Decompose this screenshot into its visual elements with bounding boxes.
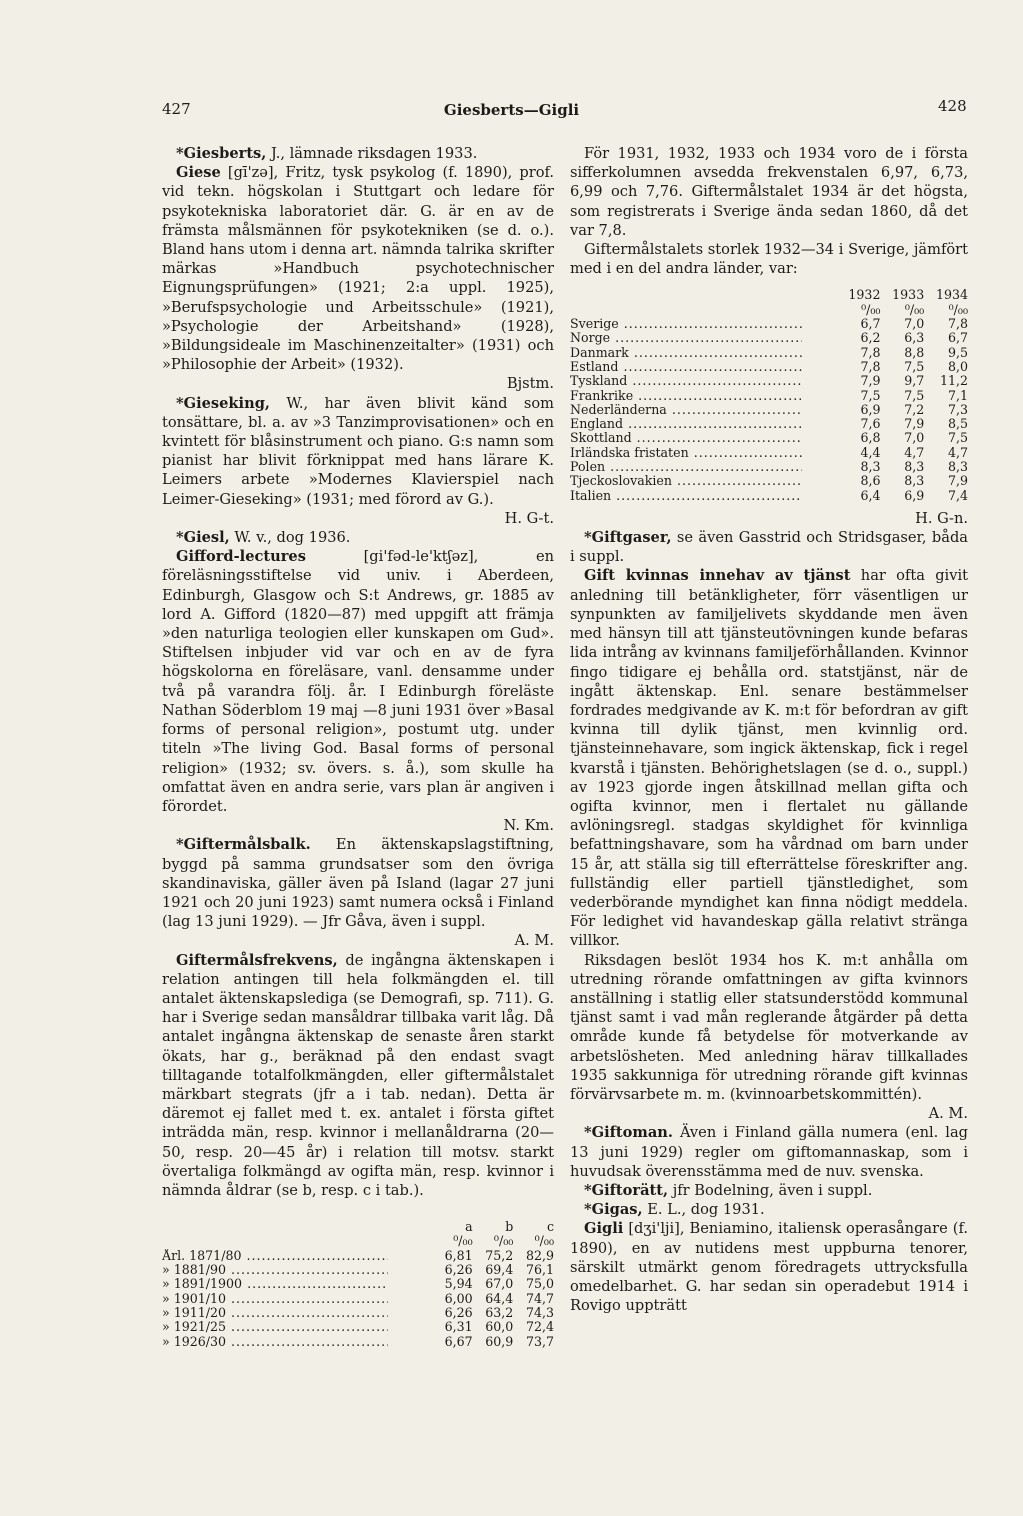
table-cell: 7,8 [947,316,968,332]
row-label-text: Sverige [570,317,619,332]
row-label [162,1306,432,1320]
table-cell: 8,3 [860,458,881,474]
entry-headword: Gigli [584,1220,624,1238]
row-label [570,489,837,503]
entry-headword: *Giftorätt, [584,1181,669,1199]
entry-text: Även i Finland gälla numera (enl. lag 13 juni 1929) regler om giftomannaskap, som i huvudsak överensstämma med de nuv. svenska. [570,1124,968,1180]
table-header-row [570,288,968,302]
entry-text: J., lämnade riksdagen 1933. [266,145,478,162]
table-cell: 7,2 [904,401,925,417]
entry-signature: A. M. [928,1105,968,1123]
row-label [570,431,837,445]
entry-text: har ofta givit anledning till betänkligheter, förr väsentligen ur synpunkten av familjelivets skyddande men även med hänsyn till att tjänsteutövningen kunde befaras lida intrång av kvinnans familjeförhållanden. Kvinnor fingo tidigare ej behålla ord. statstjänst, när de ingått äktenskap. Enl. senare bestämmelser fordrades medgivande av K. m:t för befordran av gift kvinna till dylik tjänst, men kvinnlig ord. tjänsteinnehavare, som ingick äktenskap, fick i regel kvarstå i tjänsten. Behörighetslagen (se d. o., suppl.) av 1923 gjorde ingen åtskillnad mellan gifta och ogifta kvinnor, men i flertalet nu gällande avlöningsregl. stadgas skyldighet för kvinnliga befattningshavare, som ha vårdnad om barn under 15 år, att ställa sig till efterrättelse föreskrifter ang. fullständig eller partiell tjänstledighet, som vederbörande myndighet kan finna nödigt meddela. För ledighet vid havandeskap gälla relativt stränga villkor. [570,567,968,950]
table-unit-cell: ⁰/₀₀ [493,1233,514,1249]
row-label-text: » 1921/25 [162,1320,227,1335]
table-header-cell: a [465,1219,473,1235]
row-label-text: Frankrike [570,388,634,403]
leader-dots [226,1306,388,1320]
leader-dots [623,417,802,431]
entry-text: de ingångna äktenskapen i relation antingen till hela folkmängden el. till antalet äktenskapslediga (se Demografi, sp. 711). G. har i Sverige sedan mansåldrar tillbaka varit låg. Då antalet ingångna äktenskap de senaste åren starkt ökats, har g., beräknad på den endast svagt tilltagande totalfolkmängden, eller giftermålstalet märkbart stegrats (jfr a i tab. nedan). Detta är däremot ej fallet med t. ex. antalet i första giftet inträdda män, resp. kvinnor i mellanåldrarna (20—50, resp. 20—45 år) i relation till motsv. starkt övertaliga folkmängd av ogifta män, resp. kvinnor i nämnda åldrar (se b, resp. c i tab.). [162,951,554,1199]
table-row [162,1292,554,1306]
row-label [162,1263,432,1277]
table-row [570,474,968,488]
table-cell: 7,0 [904,316,925,332]
table-cell: 6,7 [947,330,968,346]
table-cell: 82,9 [525,1247,554,1263]
entry-headword: *Gieseking, [176,394,270,412]
table-row [570,360,968,374]
entry-text: [gī'zə], Fritz, tysk psykolog (f. 1890), prof. vid tekn. högskolan i Stuttgart och ledare för psykotekniska laboratoriet där. G. är en av de främsta målsmännen för psykotekniken (se d. o.). Bland hans utom i denna art. nämnda talrika skrifter märkas »Handbuch psychotechnischer Eignungsprüfungen» (1921; 2:a uppl. 1925), »Berufspsychologie und Arbeitsschule» (1921), »Psychologie der Arbeitshand» (1928), »Bildungsideale im Maschinenzeitalter» (1931) och »Philosophie der Arbeit» (1932). [162,164,554,374]
leader-dots [611,489,802,503]
row-label-text: Nederländerna [570,402,667,417]
entry-giesberts [162,144,554,163]
row-label-text: » 1881/90 [162,1263,227,1278]
table-cell: 63,2 [485,1304,514,1320]
entry-headword: Gift kvinnas innehav av tjänst [584,567,851,585]
row-label [570,446,837,460]
paragraph: Giftermålstalets storlek 1932—34 i Sverige, jämfört med i en del andra länder, var: [570,241,968,278]
table-cell: 8,3 [947,458,968,474]
row-label-text: Danmark [570,345,629,360]
table-header-cell: c [546,1219,554,1235]
leader-dots [605,460,802,474]
row-label [570,403,837,417]
table-cell: 9,7 [904,373,925,389]
table-cell: 7,5 [947,430,968,446]
table-cell: 4,4 [860,444,881,460]
table-cell: 6,7 [860,316,881,332]
leader-dots [689,446,802,460]
entry-giftgaser [570,528,968,566]
table-cell: 7,9 [904,416,925,432]
row-label [570,389,837,403]
entry-text: W., har även blivit känd som tonsättare, bl. a. av »3 Tanzimprovisationen» och en kvintett för blåsinstrument och piano. G:s namn som pianist har blivit förknippat med hans lärare K. Leimers arbete »Modernes Klavierspiel nach Leimer-Gieseking» (1931; med förord av G.). [162,394,554,508]
table-unit-cell: ⁰/₀₀ [861,301,881,317]
entry-gift-kvinnas-innehav [570,566,968,950]
row-label-text: » 1911/20 [162,1305,227,1320]
table-cell: 7,5 [904,358,925,374]
table-cell: 67,0 [485,1276,514,1292]
table-cell: 6,9 [860,401,881,417]
row-label [570,460,837,474]
table-cell: 8,6 [860,473,881,489]
table-row [570,403,968,417]
row-label [162,1320,432,1334]
entry-gigli [570,1219,968,1315]
table-header-blank [162,1234,432,1248]
table-row [570,446,968,460]
table-cell: 7,9 [860,373,881,389]
entry-gieseking [162,394,554,509]
table-cell: 8,3 [904,458,925,474]
entry-signature: H. G-n. [915,509,968,527]
entry-headword: *Giftoman. [584,1124,673,1142]
table-cell: 11,2 [939,373,968,389]
table-cell: 6,81 [444,1247,473,1263]
table-row [162,1263,554,1277]
table-cell: 75,2 [485,1247,514,1263]
table-cell: 7,6 [860,416,881,432]
entry-text: jfr Bodelning, även i suppl. [668,1181,873,1199]
table-row [162,1335,554,1349]
paragraph: För 1931, 1932, 1933 och 1934 voro de i första sifferkolumnen avsedda frekvenstalen 6,97, 6,73, 6,99 och 7,76. Giftermålstalet 1934 är det högsta, som registrerats i Sverige ända sedan 1860, då det var 7,8. [570,145,968,239]
entry-gigas [570,1200,968,1219]
table-body [162,1249,554,1349]
table-row [162,1249,554,1263]
table-cell: 60,9 [485,1333,514,1349]
table-cell: 8,0 [947,358,968,374]
table-cell: 72,4 [525,1319,554,1335]
entry-text: se även Gasstrid och Stridsgaser, båda i suppl. [570,529,968,566]
table-cell: 8,3 [904,473,925,489]
leader-dots [618,360,802,374]
table-unit-row [570,303,968,317]
row-label [570,317,837,331]
table-cell: 7,5 [904,387,925,403]
table-row [570,346,968,360]
table-cell: 4,7 [947,444,968,460]
table-cell: 7,0 [904,430,925,446]
table-cell: 6,31 [444,1319,473,1335]
entry-giftermalsfrekvens [162,951,554,1201]
row-label-text: Tyskland [570,374,628,389]
table-cell: 7,3 [947,401,968,417]
table-cell: 74,7 [525,1290,554,1306]
table-cell: 7,8 [860,344,881,360]
row-label-text: Estland [570,359,619,374]
table-body [570,317,968,503]
table-cell: 69,4 [485,1262,514,1278]
entry-giftoratt [570,1181,968,1200]
table-row [570,489,968,503]
leader-dots [627,374,802,388]
leader-dots [241,1249,388,1263]
table-unit-cell: ⁰/₀₀ [534,1233,554,1249]
entry-continuation [570,951,968,1105]
row-label [570,417,837,431]
row-label [162,1277,432,1291]
table-cell: 6,2 [860,330,881,346]
table-cell: 6,67 [444,1333,473,1349]
entry-headword: *Giftgaser, [584,529,672,547]
row-label-text: England [570,417,624,432]
table-header-cell: 1932 [848,287,881,303]
row-label [162,1249,432,1263]
entry-giftoman [570,1123,968,1181]
left-column [162,144,554,1349]
row-label [570,374,837,388]
row-label-text: Polen [570,459,606,474]
row-label-text: » 1926/30 [162,1334,227,1349]
table-cell: 76,1 [525,1262,554,1278]
table-header-cell: 1934 [935,287,968,303]
entry-signature: N. Km. [503,817,554,835]
leader-dots [672,474,802,488]
table-cell: 60,0 [485,1319,514,1335]
leader-dots [633,389,802,403]
entry-text: En äktenskapslagstiftning, byggd på samma grundsatser som den övriga skandinaviska, gäller även på Island (lagar 27 juni 1921 och 20 juni 1923) samt numera också i Finland (lag 13 juni 1929). — Jfr Gåva, även i suppl. [162,836,554,931]
entry-signature: Bjstm. [506,375,554,393]
table-cell: 9,5 [947,344,968,360]
right-page-number: 428 [938,97,967,115]
table-row [570,431,968,445]
table-row [162,1320,554,1334]
row-label-text: Italien [570,488,612,503]
table-header-blank [162,1220,432,1234]
table-cell: 6,3 [904,330,925,346]
table-row [162,1277,554,1291]
table-unit-cell: ⁰/₀₀ [453,1233,473,1249]
entry-giesl [162,528,554,547]
table-row [570,389,968,403]
leader-dots [629,346,802,360]
row-label-text: » 1891/1900 [162,1277,243,1292]
leader-dots [667,403,802,417]
running-title: Giesberts—Gigli [443,101,580,119]
table-unit-cell: ⁰/₀₀ [904,301,925,317]
table-row [570,417,968,431]
entry-headword: *Giftermålsbalk. [176,836,311,854]
row-label [570,346,837,360]
row-label-text: » 1901/10 [162,1291,227,1306]
entry-signature: H. G-t. [504,509,554,527]
entry-text: [dʒi'lji], Beniamino, italiensk operasångare (f. 1890), en av nutidens mest uppburna tenorer, särskilt utmärkt genom föredragets uttrycksfulla omedelbarhet. G. har sedan sin operadebut 1914 i Rovigo uppträtt [570,1220,968,1315]
table-cell: 7,8 [860,358,881,374]
row-label-text: Tjeckoslovakien [570,474,672,489]
left-page-number: 427 [162,100,191,118]
table-cell: 8,8 [904,344,925,360]
leader-dots [226,1335,388,1349]
leader-dots [226,1263,388,1277]
marriage-rate-table-countries [570,288,968,502]
table-cell: 7,9 [947,473,968,489]
entry-giftermalsbalk [162,835,554,931]
table-cell: 75,0 [525,1276,554,1292]
row-label-text: Årl. 1871/80 [162,1248,242,1263]
table-header-cell: b [505,1219,514,1235]
table-unit-row [162,1234,554,1248]
leader-dots [226,1320,388,1334]
leader-dots [619,317,802,331]
table-cell: 6,4 [860,487,881,503]
entry-headword: *Giesl, [176,529,230,547]
table-cell: 64,4 [485,1290,514,1306]
table-cell: 6,9 [904,487,925,503]
table-cell: 6,8 [860,430,881,446]
row-label [570,474,837,488]
entry-headword: *Giesberts, [176,145,267,162]
table-row [570,460,968,474]
row-label [162,1292,432,1306]
leader-dots [242,1277,388,1291]
entry-gifford-lectures [162,547,554,816]
table-cell: 74,3 [525,1304,554,1320]
table-cell: 6,00 [444,1290,473,1306]
table-cell: 8,5 [947,416,968,432]
row-label-text: Norge [570,331,611,346]
entry-text: E. L., dog 1931. [642,1201,765,1219]
leader-dots [610,331,802,345]
right-column [570,144,968,1315]
entry-signature: A. M. [514,932,554,950]
table-cell: 6,26 [444,1262,473,1278]
table-row [570,374,968,388]
row-label [570,360,837,374]
row-label-text: Skottland [570,431,632,446]
leader-dots [226,1292,388,1306]
table-cell: 5,94 [444,1276,473,1292]
leader-dots [632,431,802,445]
entry-giese [162,163,554,374]
row-label [570,331,837,345]
entry-headword: Giese [176,164,221,182]
table-row [570,317,968,331]
table-cell: 7,5 [860,387,881,403]
table-cell: 4,7 [904,444,925,460]
table-header-blank [570,288,837,302]
entry-headword: *Gigas, [584,1201,643,1219]
entry-headword: Giftermålsfrekvens, [176,951,338,969]
table-header-blank [570,303,837,317]
entry-text: [gi'fəd-le'ktʃəz], en föreläsningsstiftelse vid univ. i Aberdeen, Edinburgh, Glasgow och S:t Andrews, gr. 1885 av lord A. Gifford (1820—87) med uppgift att främja »den naturliga teologien eller kunskapen om Gud». Stiftelsen inbjuder vid var och en av de fyra högskolorna en föreläsare, vanl. densamme under två på varandra följ. år. I Edinburgh föreläste Nathan Söderblom 19 maj —8 juni 1931 över »Basal forms of personal religion», postumt utg. under titeln »The living God. Basal forms of personal religion» (1932; sv. övers. s. å.), som skulle ha omfattat även en andra serie, vars plan är angiven i förordet. [162,548,554,815]
table-row [570,331,968,345]
table-row [162,1306,554,1320]
marriage-rate-table-sweden [162,1220,554,1349]
table-header-cell: 1933 [892,287,925,303]
table-header-row [162,1220,554,1234]
table-unit-cell: ⁰/₀₀ [948,301,968,317]
table-cell: 6,26 [444,1304,473,1320]
row-label [162,1335,432,1349]
entry-headword: Gifford-lectures [176,548,306,566]
entry-text: Riksdagen beslöt 1934 hos K. m:t anhålla om utredning rörande omfattningen av gifta kvinnors anställning i statlig eller statsunderstödd kommunal tjänst samt i vad mån reglerande åtgärder på detta område kunde få betydelse för motverkande av arbetslösheten. Med anledning härav tillkallades 1935 sakkunniga för utredning rörande gift kvinnas förvärvsarbete m. m. (kvinnoarbetskommittén). [570,951,968,1103]
table-cell: 7,1 [947,387,968,403]
table-cell: 73,7 [525,1333,554,1349]
table-cell: 7,4 [947,487,968,503]
entry-text: W. v., dog 1936. [229,529,351,547]
row-label-text: Irländska fristaten [570,445,689,460]
